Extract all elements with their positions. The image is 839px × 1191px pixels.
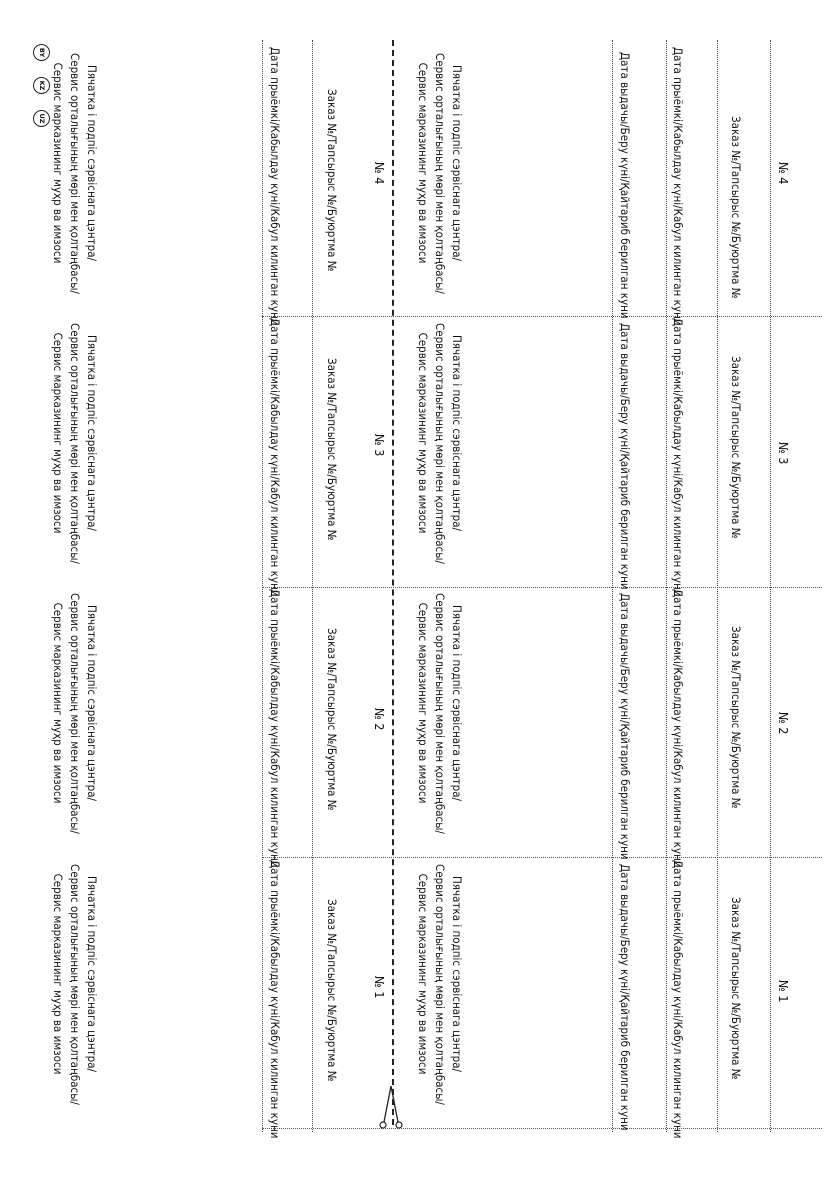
stub-order-number-label: Заказ №/Тапсырыс №/Буюртма № — [325, 89, 339, 272]
date-received-label: Дата прыёмкі/Кабылдау күні/Кабул килинган куни — [671, 318, 685, 597]
stamp-line: Сервис марказининг муҳр ва имзоси — [51, 602, 65, 804]
stub-number: № 1 — [372, 976, 387, 999]
divider-line — [612, 40, 613, 1132]
stub-stamp-text — [49, 864, 100, 1105]
coupon-number: № 2 — [776, 712, 791, 735]
coupon-separator — [262, 857, 822, 858]
divider-line — [770, 40, 771, 1132]
date-issue-label: Дата выдачы/Беру күні/Қайтариб берилган куни — [618, 864, 632, 1131]
order-number-label: Заказ №/Тапсырыс №/Буюртма № — [729, 897, 743, 1080]
date-issue-label: Дата выдачы/Беру күні/Қайтариб берилган куни — [618, 52, 632, 319]
stamp-line: Сервис орталығының мөрі мен қолтаңбасы/ — [433, 323, 447, 564]
stamp-line: Сервис орталығының мөрі мен қолтаңбасы/ — [68, 864, 82, 1105]
stub-number: № 3 — [372, 434, 387, 457]
coupon-separator — [262, 316, 822, 317]
badge-label: KZ — [38, 80, 46, 91]
stamp-line: Пячатка і подпіс сэрвіснага цэнтра/ — [450, 64, 464, 262]
order-number-label: Заказ №/Тапсырыс №/Буюртма № — [729, 356, 743, 539]
stub-date-received-label: Дата прыёмкі/Кабылдау күні/Кабул килинган куни — [268, 589, 282, 868]
scissors-icon — [376, 1084, 406, 1130]
stamp-line: Сервис орталығының мөрі мен қолтаңбасы/ — [68, 53, 82, 294]
stamp-line: Сервис орталығының мөрі мен қолтаңбасы/ — [68, 323, 82, 564]
stub-order-number-label: Заказ №/Тапсырыс №/Буюртма № — [325, 899, 339, 1082]
date-issue-label: Дата выдачы/Беру күні/Қайтариб берилган куни — [618, 323, 632, 590]
stub-date-received-label: Дата прыёмкі/Кабылдау күні/Кабул килинган куни — [268, 318, 282, 597]
stamp-line: Сервис марказининг муҳр ва имзоси — [51, 332, 65, 534]
badge-rotator — [34, 78, 49, 93]
stamp-line: Сервис орталығының мөрі мен қолтаңбасы/ — [433, 53, 447, 294]
service-stamp-text — [414, 53, 465, 294]
service-stamp-text — [414, 864, 465, 1105]
stamp-line: Сервис орталығының мөрі мен қолтаңбасы/ — [68, 593, 82, 834]
divider-line — [262, 40, 263, 1132]
badge-rotator — [34, 45, 49, 60]
coupon-separator — [262, 587, 822, 588]
order-number-label: Заказ №/Тапсырыс №/Буюртма № — [729, 626, 743, 809]
service-stamp-text — [414, 593, 465, 834]
stub-number: № 4 — [372, 162, 387, 185]
stub-order-number-label: Заказ №/Тапсырыс №/Буюртма № — [325, 628, 339, 811]
language-badge-uz — [33, 110, 50, 127]
date-received-label: Дата прыёмкі/Кабылдау күні/Кабул килинган куни — [671, 589, 685, 868]
stamp-line: Сервис орталығының мөрі мен қолтаңбасы/ — [433, 593, 447, 834]
divider-line — [717, 40, 718, 1132]
service-stamp-text — [414, 323, 465, 564]
stub-stamp-text — [49, 53, 100, 294]
date-issue-label: Дата выдачы/Беру күні/Қайтариб берилган куни — [618, 593, 632, 860]
badge-rotator — [34, 111, 49, 126]
stamp-line: Пячатка і подпіс сэрвіснага цэнтра/ — [85, 64, 99, 262]
language-badge-by — [33, 44, 50, 61]
stamp-line: Сервис орталығының мөрі мен қолтаңбасы/ — [433, 864, 447, 1105]
stamp-line: Сервис марказининг муҳр ва имзоси — [416, 332, 430, 534]
stub-stamp-text — [49, 323, 100, 564]
stub-order-number-label: Заказ №/Тапсырыс №/Буюртма № — [325, 358, 339, 541]
coupon-number: № 3 — [776, 442, 791, 465]
stamp-line: Пячатка і подпіс сэрвіснага цэнтра/ — [85, 604, 99, 802]
coupon-number: № 1 — [776, 980, 791, 1003]
badge-label: UZ — [38, 113, 46, 124]
stub-date-received-label: Дата прыёмкі/Кабылдау күні/Кабул килинган куни — [268, 47, 282, 326]
stub-date-received-label: Дата прыёмкі/Кабылдау күні/Кабул килинган куни — [268, 860, 282, 1139]
stamp-line: Пячатка і подпіс сэрвіснага цэнтра/ — [450, 604, 464, 802]
coupon-separator — [262, 1128, 822, 1129]
divider-line — [666, 40, 667, 1132]
stamp-line: Пячатка і подпіс сэрвіснага цэнтра/ — [85, 875, 99, 1073]
stamp-line: Сервис марказининг муҳр ва имзоси — [51, 873, 65, 1075]
stamp-line: Пячатка і подпіс сэрвіснага цэнтра/ — [450, 334, 464, 532]
date-received-label: Дата прыёмкі/Кабылдау күні/Кабул килинган куни — [671, 860, 685, 1139]
stub-stamp-text — [49, 593, 100, 834]
badge-label: BY — [38, 47, 46, 58]
stamp-line: Сервис марказининг муҳр ва имзоси — [51, 62, 65, 264]
stamp-line: Сервис марказининг муҳр ва имзоси — [416, 62, 430, 264]
stamp-line: Пячатка і подпіс сэрвіснага цэнтра/ — [450, 875, 464, 1073]
stamp-line: Сервис марказининг муҳр ва имзоси — [416, 602, 430, 804]
coupon-number: № 4 — [776, 162, 791, 185]
language-badge-kz — [33, 77, 50, 94]
stamp-line: Сервис марказининг муҳр ва имзоси — [416, 873, 430, 1075]
stamp-line: Пячатка і подпіс сэрвіснага цэнтра/ — [85, 334, 99, 532]
order-number-label: Заказ №/Тапсырыс №/Буюртма № — [729, 116, 743, 299]
cut-line — [392, 40, 394, 1125]
date-received-label: Дата прыёмкі/Кабылдау күні/Кабул килинган куни — [671, 47, 685, 326]
divider-line — [312, 40, 313, 1132]
stub-number: № 2 — [372, 708, 387, 731]
